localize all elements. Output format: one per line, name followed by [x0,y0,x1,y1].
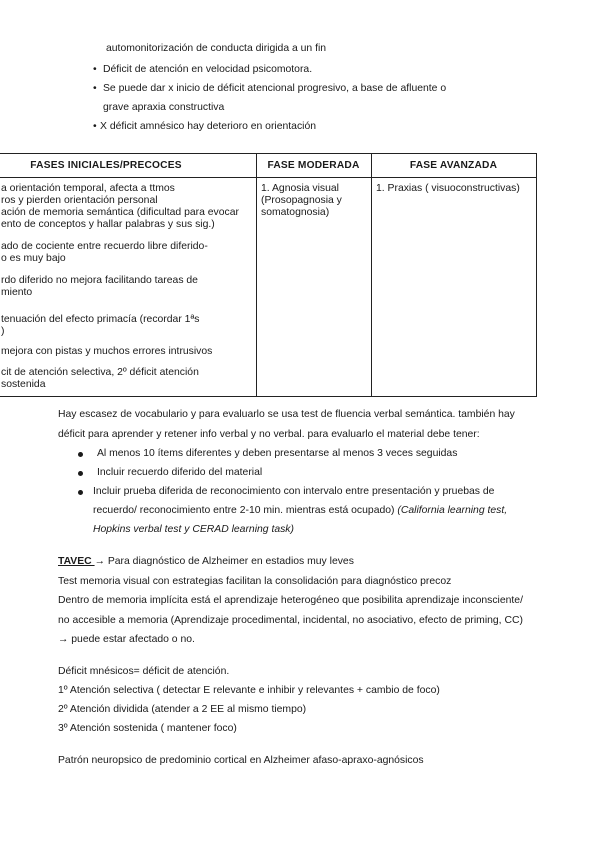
top-continuation-line: automonitorización de conducta dirigida a un fin [106,43,327,54]
fluency-paragraph-line1: Hay escasez de vocabulario y para evaluarlo se usa test de fluencia verbal semántica. también hay [58,409,515,420]
material-list-item-2: Incluir recuerdo diferido del material [97,467,263,478]
bullet-symbol: • [93,64,97,75]
col1-line: miento [1,287,33,298]
material-list-item-1: Al menos 10 ítems diferentes y deben presentarse al menos 3 veces seguidas [97,448,458,459]
list-bullet-icon [78,471,83,476]
tavec-line-3: no accesible a memoria (Aprendizaje procedimental, incidental, no asociativo, efecto de priming, CC) [58,615,523,626]
deficit-line-3: 2º Atención dividida (atender a 2 EE al mismo tiempo) [58,704,307,715]
fluency-paragraph-line2: déficit para aprender y retener info verbal y no verbal. para evaluarlo el material debe tener: [58,429,480,440]
col1-line: o es muy bajo [1,253,66,264]
col1-line: ) [1,326,5,337]
col1-line: tenuación del efecto primacía (recordar 1ªs [1,314,200,325]
top-bullet-1: Déficit de atención en velocidad psicomotora. [103,64,313,75]
list-bullet-icon [78,490,83,495]
phases-table [0,153,537,397]
tavec-description: → Para diagnóstico de Alzheimer en estadios muy leves [94,556,354,567]
material-list-item-3-line3: Hopkins verbal test y CERAD learning task) [93,524,294,535]
deficit-line-2: 1º Atención selectiva ( detectar E relevante e inhibir y relevantes + cambio de foco) [58,685,440,696]
bullet-symbol: • [93,121,97,132]
tavec-line-2: Dentro de memoria implícita está el aprendizaje heterogéneo que posibilita aprendizaje inconsciente/ [58,595,523,606]
table-divider [371,154,372,396]
col1-line: ros y pierden orientación personal [1,195,158,206]
tavec-line-4: → puede estar afectado o no. [58,634,195,645]
material-list-item-3-line2 [93,505,507,516]
bullet-symbol: • [93,83,97,94]
col1-line: ado de cociente entre recuerdo libre diferido- [1,241,208,252]
tavec-line-1: Test memoria visual con estrategias facilitan la consolidación para diagnóstico precoz [58,576,452,587]
col1-line: sostenida [1,379,46,390]
top-bullet-3: X déficit amnésico hay deterioro en orientación [100,121,317,132]
list-item-3-italic: (California learning test, [397,505,508,516]
deficit-line-1: Déficit mnésicos= déficit de atención. [58,666,230,677]
header-advanced-phase: FASE AVANZADA [409,160,498,171]
deficit-line-4: 3º Atención sostenida ( mantener foco) [58,723,237,734]
col3-line: 1. Praxias ( visuoconstructivas) [376,183,520,194]
material-list-item-3: Incluir prueba diferida de reconocimiento con intervalo entre presentación y pruebas de [93,486,495,497]
col1-line: mejora con pistas y muchos errores intrusivos [1,346,213,357]
col1-line: rdo diferido no mejora facilitando tareas de [1,275,198,286]
tavec-label: TAVEC [58,556,95,567]
list-bullet-icon [78,452,83,457]
col2-line: (Prosopagnosia y [261,195,342,206]
col1-line: a orientación temporal, afecta a ttmos [1,183,175,194]
top-bullet-2: Se puede dar x inicio de déficit atencional progresivo, a base de afluente o [103,83,447,94]
col2-line: somatognosia) [261,207,330,218]
header-initial-phase: FASES INICIALES/PRECOCES [30,160,182,171]
col1-line: cit de atención selectiva, 2º déficit atención [1,367,199,378]
col1-line: ación de memoria semántica (dificultad para evocar [1,207,239,218]
table-divider [256,154,257,396]
header-moderate-phase: FASE MODERADA [267,160,360,171]
top-bullet-2-cont: grave apraxia constructiva [103,102,225,113]
col2-line: 1. Agnosia visual [261,183,339,194]
tavec-line [58,556,354,567]
list-item-3-plain: recuerdo/ reconocimiento entre 2-10 min. mientras está ocupado) [93,505,395,516]
col1-line: ento de conceptos y hallar palabras y sus sig.) [1,219,215,230]
cortical-pattern-line: Patrón neuropsico de predominio cortical en Alzheimer afaso-apraxo-agnósicos [58,755,424,766]
